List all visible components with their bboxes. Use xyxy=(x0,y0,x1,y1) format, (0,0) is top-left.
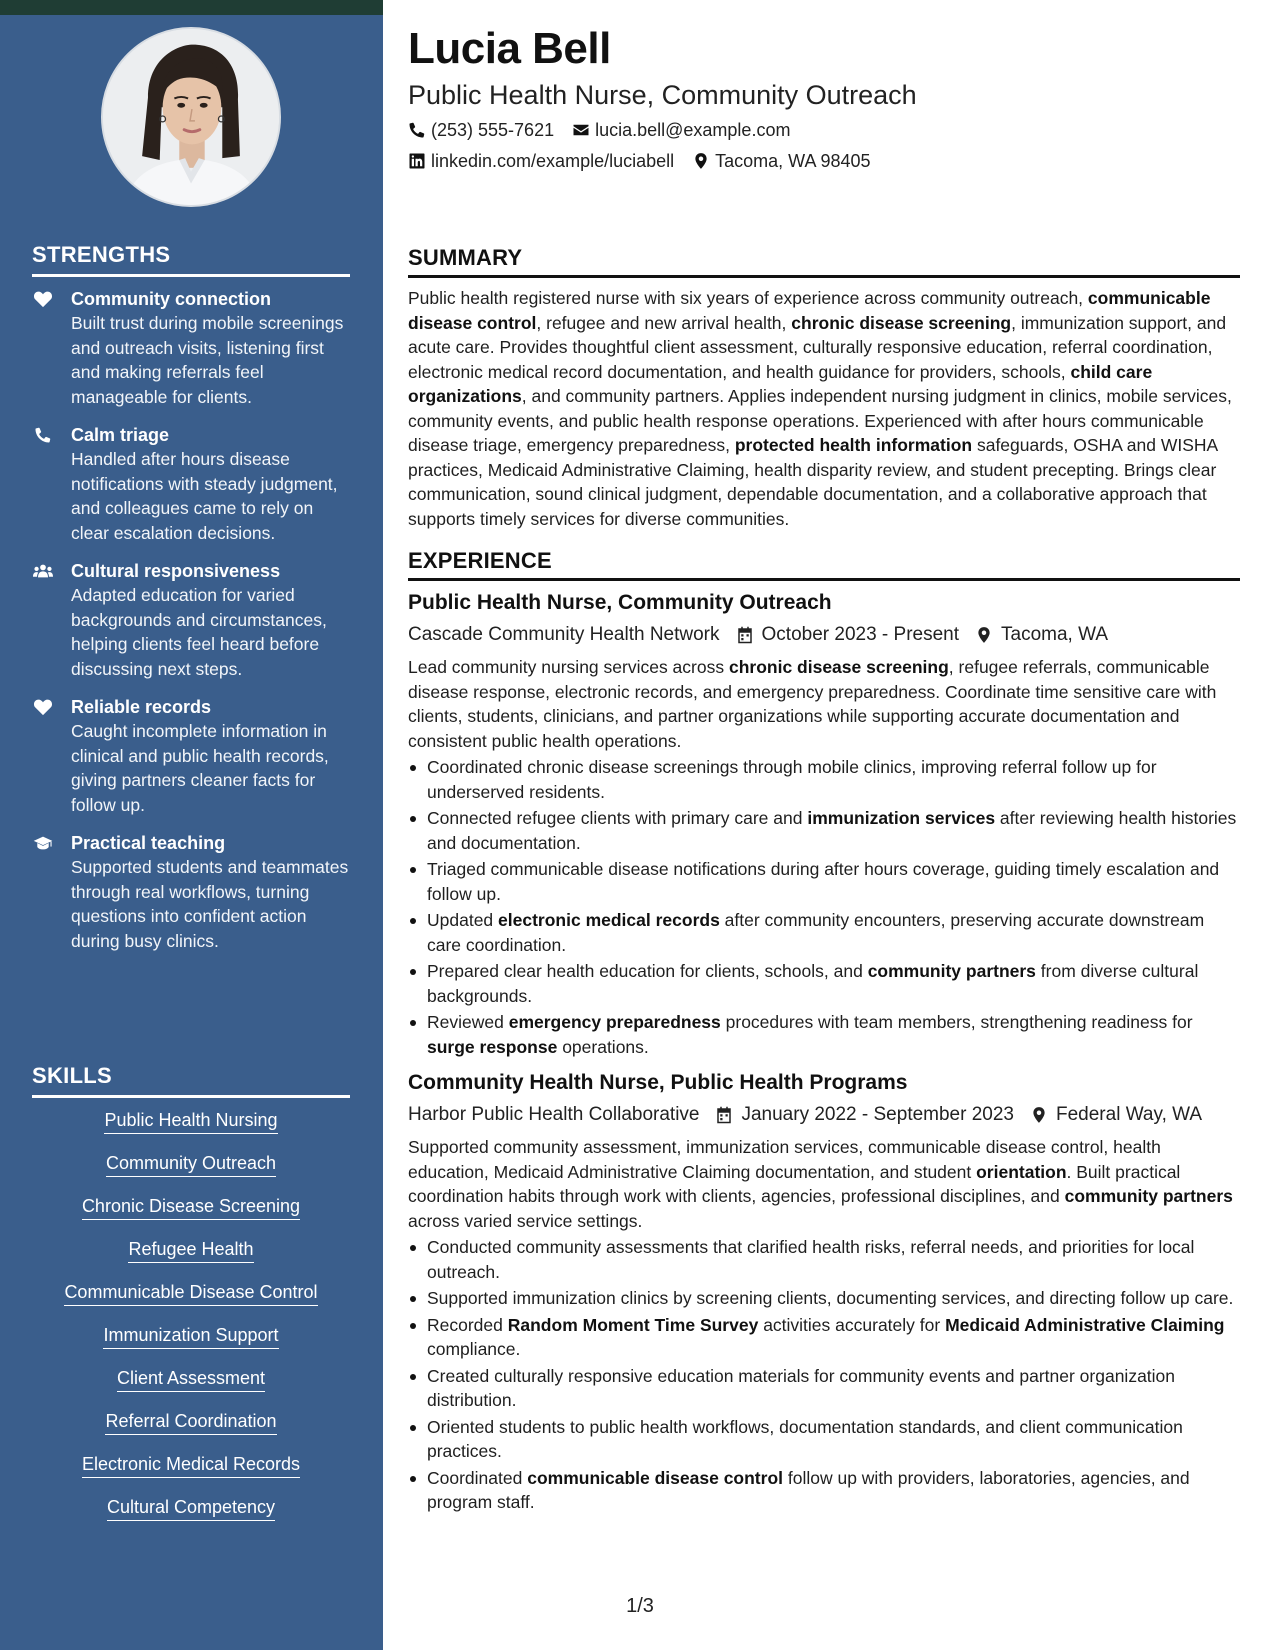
bold-phrase: orientation xyxy=(976,1161,1067,1182)
bullet-item: Supported immunization clinics by screening clients, documenting services, and directing follow up care. xyxy=(408,1286,1240,1311)
job-dates xyxy=(715,1101,1014,1129)
bold-phrase: immunization services xyxy=(807,808,996,828)
contact-location xyxy=(692,149,870,173)
calendar-icon xyxy=(715,1106,733,1124)
strength-title: Cultural responsiveness xyxy=(71,561,281,581)
summary-section xyxy=(408,245,1240,531)
bullet-item: Prepared clear health education for clients, schools, and community partners from diverse cultural backgrounds. xyxy=(408,959,1240,1008)
job-title: Public Health Nurse, Community Outreach xyxy=(408,591,832,614)
job-title: Community Health Nurse, Public Health Programs xyxy=(408,1071,908,1094)
skill-item: Referral Coordination xyxy=(105,1409,276,1435)
skills-heading: SKILLS xyxy=(32,1063,350,1098)
dates-text: January 2022 - September 2023 xyxy=(741,1104,1014,1125)
strength-item xyxy=(32,559,354,681)
bullet-item: Oriented students to public health workflows, documentation standards, and client communication practices. xyxy=(408,1415,1240,1464)
company-text: Harbor Public Health Collaborative xyxy=(408,1104,700,1125)
bullet-item: Connected refugee clients with primary care and immunization services after reviewing health histories and documentation. xyxy=(408,806,1240,855)
bold-phrase: chronic disease screening xyxy=(791,312,1012,333)
strength-description: Caught incomplete information in clinical and public health records, giving partners cleaner facts for follow up. xyxy=(71,721,329,815)
calendar-icon xyxy=(736,626,754,644)
strength-title: Calm triage xyxy=(71,425,170,445)
strength-title: Reliable records xyxy=(71,697,212,717)
bold-phrase: community partners xyxy=(1064,1186,1233,1206)
job-location xyxy=(975,621,1108,649)
bold-phrase: protected health information xyxy=(734,435,973,455)
bullet-item: Conducted community assessments that clarified health risks, referral needs, and priorities for local outreach. xyxy=(408,1235,1240,1284)
sidebar-top-band xyxy=(0,0,383,15)
job-entry xyxy=(408,1069,1240,1515)
bold-phrase: surge response xyxy=(427,1036,558,1057)
bullet-item: Updated electronic medical records after community encounters, preserving accurate downstream care coordination. xyxy=(408,908,1240,957)
graduation-cap-icon xyxy=(32,833,54,853)
summary-paragraph: Public health registered nurse with six years of experience across community outreach, communicable disease control, refugee and new arrival health, chronic disease screening, immunization support, and acute care. Provides thoughtful client assessment, culturally responsive education, referral coordination, electronic medical record documentation, and health guidance for providers, schools, child care organizations, and community partners. Applies independent nursing judgment in clinics, mobile services, community events, and public health response operations. Experienced with after hours communicable disease triage, emergency preparedness, protected health information safeguards, OSHA and WISHA practices, Medicaid Administrative Claiming, health disparity review, and student precepting. Brings clear communication, sound clinical judgment, dependable documentation, and a collaborative approach that supports timely services for diverse communities. xyxy=(408,288,1232,529)
strength-item xyxy=(32,695,354,817)
location-text: Federal Way, WA xyxy=(1056,1104,1203,1125)
bold-phrase: communicable disease control xyxy=(408,288,1211,333)
sidebar xyxy=(0,0,383,1650)
bold-phrase: electronic medical records xyxy=(498,910,720,930)
main-content xyxy=(408,22,1240,1517)
bold-phrase: communicable disease control xyxy=(527,1467,783,1488)
heart-icon xyxy=(32,697,54,717)
job-company xyxy=(408,621,720,649)
skill-item: Client Assessment xyxy=(117,1366,265,1392)
strength-description: Supported students and teammates through real workflows, turning questions into confident action during busy clinics. xyxy=(71,857,349,951)
job-entry xyxy=(408,589,1240,1059)
skill-item: Community Outreach xyxy=(106,1151,276,1177)
job-summary: Supported community assessment, immunization services, communicable disease control, health education, Medicaid Administrative Claiming documentation, and student orientation. Built practical coordination habits through work with clients, agencies, professional disciplines, and community partners across varied service settings. xyxy=(408,1137,1233,1231)
strengths-list xyxy=(32,287,354,967)
bullet-item: Coordinated chronic disease screenings through mobile clinics, improving referral follow up for underserved residents. xyxy=(408,755,1240,804)
job-summary: Lead community nursing services across chronic disease screening, refugee referrals, communicable disease response, electronic records, and emergency preparedness. Coordinate time sensitive care with clients, students, clinicians, and partner organizations while supporting accurate documentation and consistent public health operations. xyxy=(408,657,1217,751)
bullet-item: Triaged communicable disease notifications during after hours coverage, guiding timely escalation and follow up. xyxy=(408,857,1240,906)
skill-item: Cultural Competency xyxy=(107,1495,275,1521)
bold-phrase: child care organizations xyxy=(408,361,1153,406)
bullet-item: Recorded Random Moment Time Survey activities accurately for Medicaid Administrative Claiming compliance. xyxy=(408,1313,1240,1362)
job-dates xyxy=(736,621,960,649)
job-bullets xyxy=(408,1235,1240,1515)
location-text: Tacoma, WA 98405 xyxy=(715,151,871,171)
location-text: Tacoma, WA xyxy=(1001,624,1109,645)
profile-photo-illustration xyxy=(103,29,279,205)
summary-heading: SUMMARY xyxy=(408,245,1240,278)
bold-phrase: chronic disease screening xyxy=(728,657,949,677)
strength-description: Built trust during mobile screenings and outreach visits, listening first and making referrals feel manageable for clients. xyxy=(71,313,344,407)
bullet-item: Coordinated communicable disease control follow up with providers, laboratories, agencies, and program staff. xyxy=(408,1466,1240,1515)
skill-item: Electronic Medical Records xyxy=(82,1452,300,1478)
phone-text: (253) 555-7621 xyxy=(431,120,555,140)
bold-phrase: emergency preparedness xyxy=(508,1012,721,1032)
contact-row xyxy=(408,118,1240,142)
job-meta xyxy=(408,621,1240,649)
bold-phrase: community partners xyxy=(867,961,1036,981)
page-number: 1/3 xyxy=(626,1595,654,1617)
experience-heading: EXPERIENCE xyxy=(408,548,1240,581)
job-meta xyxy=(408,1101,1240,1129)
skill-item: Public Health Nursing xyxy=(104,1108,277,1134)
strength-item xyxy=(32,287,354,409)
envelope-icon xyxy=(572,121,590,139)
strengths-heading: STRENGTHS xyxy=(32,242,350,277)
skill-item: Refugee Health xyxy=(128,1237,253,1263)
strength-title: Practical teaching xyxy=(71,833,226,853)
candidate-headline: Public Health Nurse, Community Outreach xyxy=(408,80,917,110)
contact-linkedin[interactable] xyxy=(408,149,674,173)
map-pin-icon xyxy=(975,626,993,644)
contact-phone[interactable] xyxy=(408,118,554,142)
heart-icon xyxy=(32,289,54,309)
skill-item: Communicable Disease Control xyxy=(64,1280,317,1306)
strength-item xyxy=(32,423,354,545)
profile-photo xyxy=(101,27,281,207)
job-location xyxy=(1030,1101,1202,1129)
linkedin-text: linkedin.com/example/luciabell xyxy=(431,151,675,171)
bullet-item: Created culturally responsive education materials for community events and partner organization distribution. xyxy=(408,1364,1240,1413)
users-icon xyxy=(32,561,54,581)
experience-section xyxy=(408,548,1240,1515)
skills-list xyxy=(32,1108,350,1538)
job-bullets xyxy=(408,755,1240,1059)
candidate-name: Lucia Bell xyxy=(408,24,611,73)
email-text: lucia.bell@example.com xyxy=(595,120,791,140)
job-company xyxy=(408,1101,699,1129)
skill-item: Chronic Disease Screening xyxy=(82,1194,300,1220)
company-text: Cascade Community Health Network xyxy=(408,624,720,645)
strength-description: Adapted education for varied backgrounds and circumstances, helping clients feel heard before discussing next steps. xyxy=(71,585,327,679)
strength-item xyxy=(32,831,354,953)
linkedin-icon xyxy=(408,152,426,170)
strength-title: Community connection xyxy=(71,289,272,309)
phone-icon xyxy=(32,425,54,445)
dates-text: October 2023 - Present xyxy=(761,624,960,645)
contact-email[interactable] xyxy=(572,118,790,142)
skill-item: Immunization Support xyxy=(103,1323,278,1349)
map-pin-icon xyxy=(1030,1106,1048,1124)
bullet-item: Reviewed emergency preparedness procedures with team members, strengthening readiness for surge response operations. xyxy=(408,1010,1240,1059)
contact-row-2 xyxy=(408,149,1240,173)
bold-phrase: Random Moment Time Survey xyxy=(507,1314,759,1335)
strength-description: Handled after hours disease notifications with steady judgment, and colleagues came to rely on clear escalation decisions. xyxy=(71,449,338,543)
map-pin-icon xyxy=(692,152,710,170)
bold-phrase: Medicaid Administrative Claiming xyxy=(945,1314,1225,1335)
phone-icon xyxy=(408,121,426,139)
